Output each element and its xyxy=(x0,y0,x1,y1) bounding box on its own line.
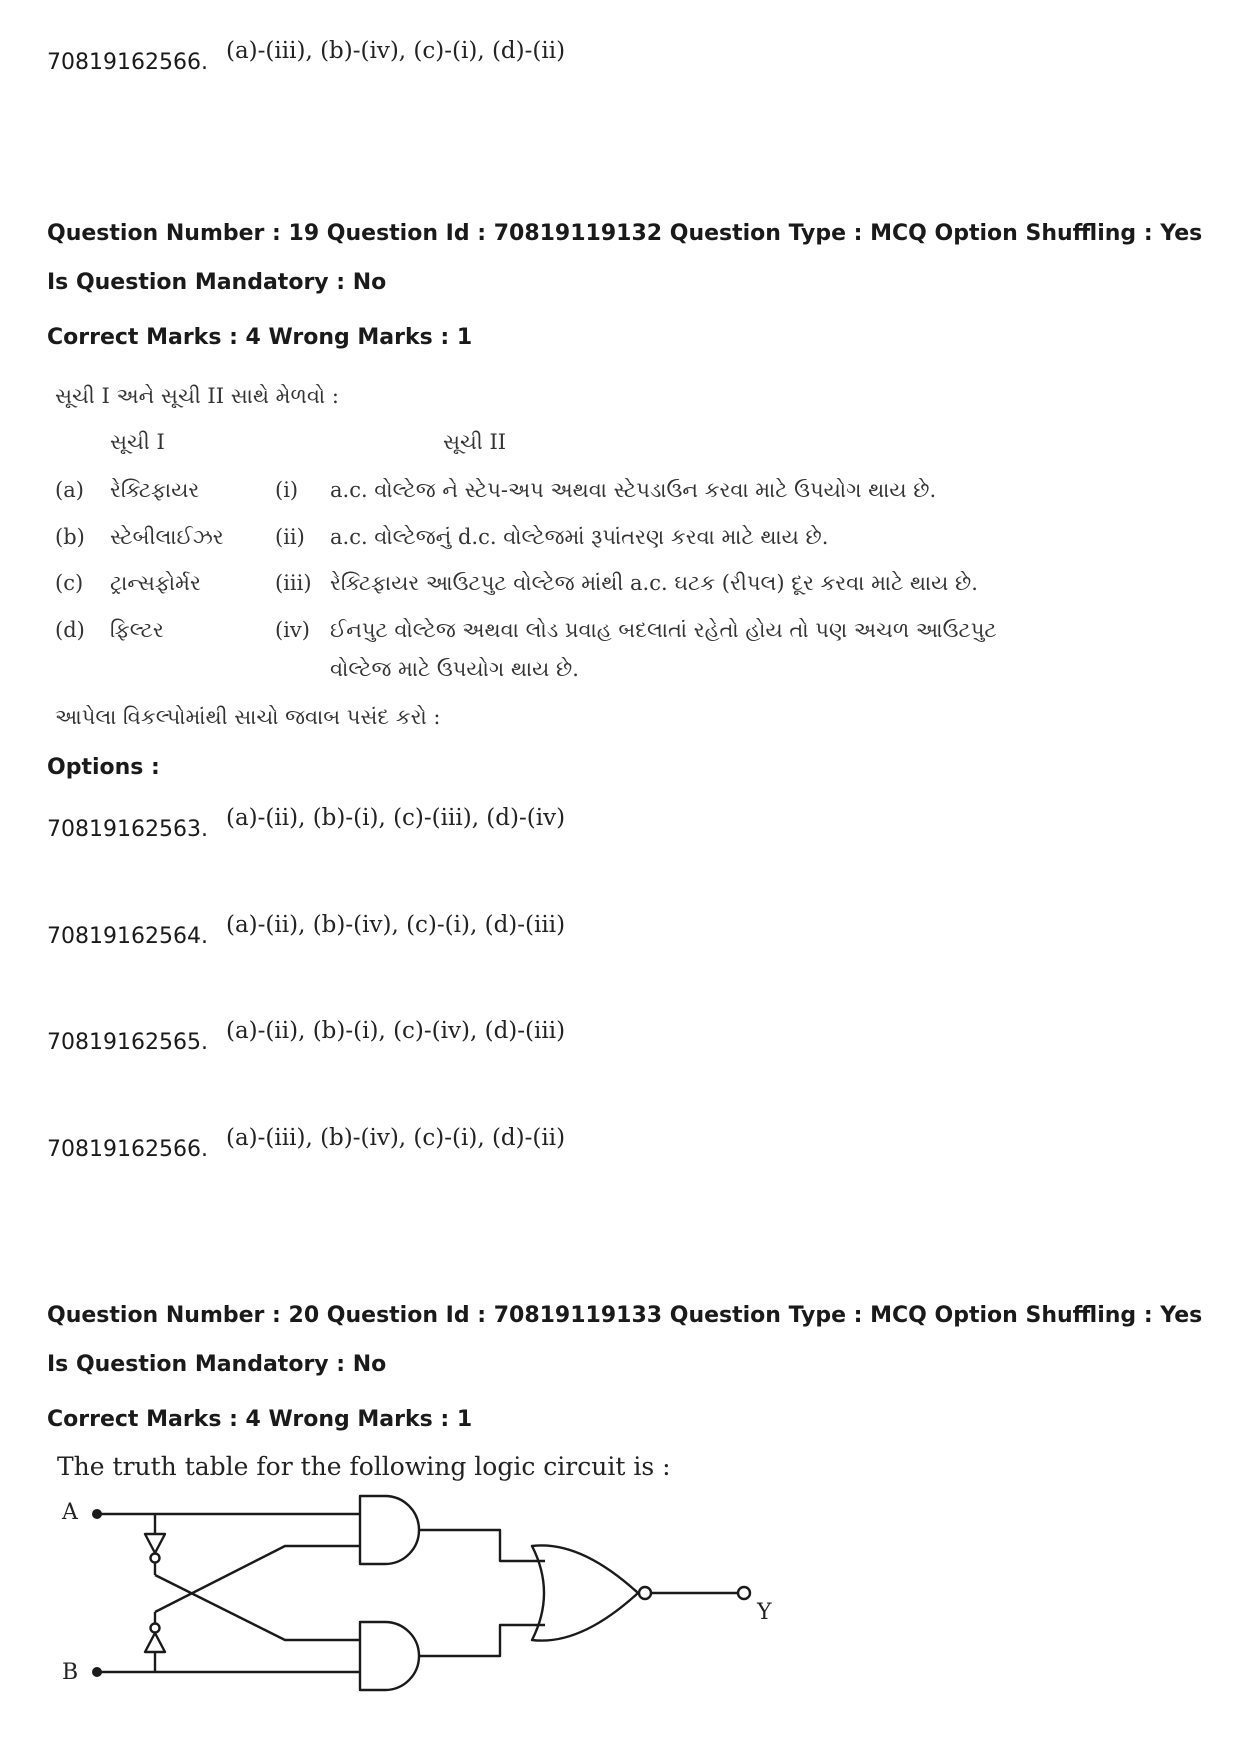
not-gate-a xyxy=(145,1534,165,1553)
q20-header: Question Number : 20 Question Id : 70819119133 Question Type : MCQ Option Shuffling : Yes xyxy=(47,1303,1203,1328)
q19-col1-title: સૂચી I xyxy=(110,430,165,454)
q19-option-3-value: (a)-(ii), (b)-(i), (c)-(iv), (d)-(iii) xyxy=(226,1018,566,1044)
output-y-label: Y xyxy=(757,1600,772,1625)
q19-row-b-item: સ્ટેબીલાઈઝર xyxy=(110,525,224,549)
output-terminal xyxy=(738,1587,750,1599)
q19-row-ii-item: a.c. વોલ્ટેજનું d.c. વોલ્ટેજમાં રૂપાંતરણ કરવા માટે થાય છે. xyxy=(330,525,829,549)
q19-option-2-value: (a)-(ii), (b)-(iv), (c)-(i), (d)-(iii) xyxy=(226,912,566,938)
input-a-terminal xyxy=(92,1509,102,1519)
q19-row-iii-label: (iii) xyxy=(275,571,312,595)
q19-row-c-item: ટ્રાન્સફોર્મર xyxy=(110,571,201,595)
nor-gate xyxy=(532,1545,638,1640)
input-a-label: A xyxy=(62,1500,78,1525)
wire-and2-to-or xyxy=(419,1625,545,1656)
q19-row-b-label: (b) xyxy=(55,525,85,549)
q19-row-iii-item: રેક્ટિફાયર આઉટપુટ વોલ્ટેજ માંથી a.c. ઘટક (રીપલ) દૂર કરવા માટે થાય છે. xyxy=(330,571,978,595)
q19-option-1-value: (a)-(ii), (b)-(i), (c)-(iii), (d)-(iv) xyxy=(226,805,566,831)
nor-gate-bubble xyxy=(639,1587,651,1599)
q19-option-3-id: 70819162565. xyxy=(47,1030,208,1055)
q19-row-d-item: ફિલ્ટર xyxy=(110,618,164,642)
and-gate-1 xyxy=(360,1496,419,1564)
q19-instruction: સૂચી I અને સૂચી II સાથે મેળવો : xyxy=(55,384,339,408)
q20-mandatory: Is Question Mandatory : No xyxy=(47,1352,387,1377)
not-gate-a-bubble xyxy=(151,1554,160,1563)
wire-nota-to-and2 xyxy=(155,1575,360,1640)
q19-marks: Correct Marks : 4 Wrong Marks : 1 xyxy=(47,325,473,350)
q19-option-4-value: (a)-(iii), (b)-(iv), (c)-(i), (d)-(ii) xyxy=(226,1125,566,1151)
q19-row-ii-label: (ii) xyxy=(275,525,305,549)
q19-option-2-id: 70819162564. xyxy=(47,924,208,949)
option-id-top: 70819162566. xyxy=(47,50,208,75)
q20-prompt: The truth table for the following logic circuit is : xyxy=(57,1452,671,1481)
wire-notb-to-and1 xyxy=(155,1546,360,1612)
q19-row-iv-item-cont: વોલ્ટેજ માટે ઉપયોગ થાય છે. xyxy=(330,657,579,681)
input-b-terminal xyxy=(92,1667,102,1677)
option-value-top: (a)-(iii), (b)-(iv), (c)-(i), (d)-(ii) xyxy=(226,38,566,64)
q19-option-1-id: 70819162563. xyxy=(47,817,208,842)
q19-row-c-label: (c) xyxy=(55,571,84,595)
q19-row-a-item: રેક્ટિફાયર xyxy=(110,478,200,502)
q19-header: Question Number : 19 Question Id : 70819119132 Question Type : MCQ Option Shuffling : Yes xyxy=(47,221,1203,246)
not-gate-b-bubble xyxy=(151,1624,160,1633)
not-gate-b xyxy=(145,1633,165,1652)
q19-row-a-label: (a) xyxy=(55,478,84,502)
q20-marks: Correct Marks : 4 Wrong Marks : 1 xyxy=(47,1407,473,1432)
q19-row-i-item: a.c. વોલ્ટેજ ને સ્ટેપ-અપ અથવા સ્ટેપડાઉન કરવા માટે ઉપયોગ થાય છે. xyxy=(330,478,937,502)
q19-option-4-id: 70819162566. xyxy=(47,1137,208,1162)
wire-and1-to-or xyxy=(419,1530,545,1561)
q19-row-d-label: (d) xyxy=(55,618,85,642)
q19-row-iv-label: (iv) xyxy=(275,618,310,642)
q19-row-i-label: (i) xyxy=(275,478,299,502)
q19-mandatory: Is Question Mandatory : No xyxy=(47,270,387,295)
q19-choose-text: આપેલા વિકલ્પોમાંથી સાચો જવાબ પસંદ કરો : xyxy=(55,705,441,729)
input-b-label: B xyxy=(62,1660,79,1685)
q19-col2-title: સૂચી II xyxy=(443,430,507,454)
q19-row-iv-item: ઈનપુટ વોલ્ટેજ અથવા લોડ પ્રવાહ બદલાતાં રહેતો હોય તો પણ અચળ આઉટપુટ xyxy=(330,618,997,642)
and-gate-2 xyxy=(360,1622,419,1690)
q19-options-label: Options : xyxy=(47,755,160,780)
